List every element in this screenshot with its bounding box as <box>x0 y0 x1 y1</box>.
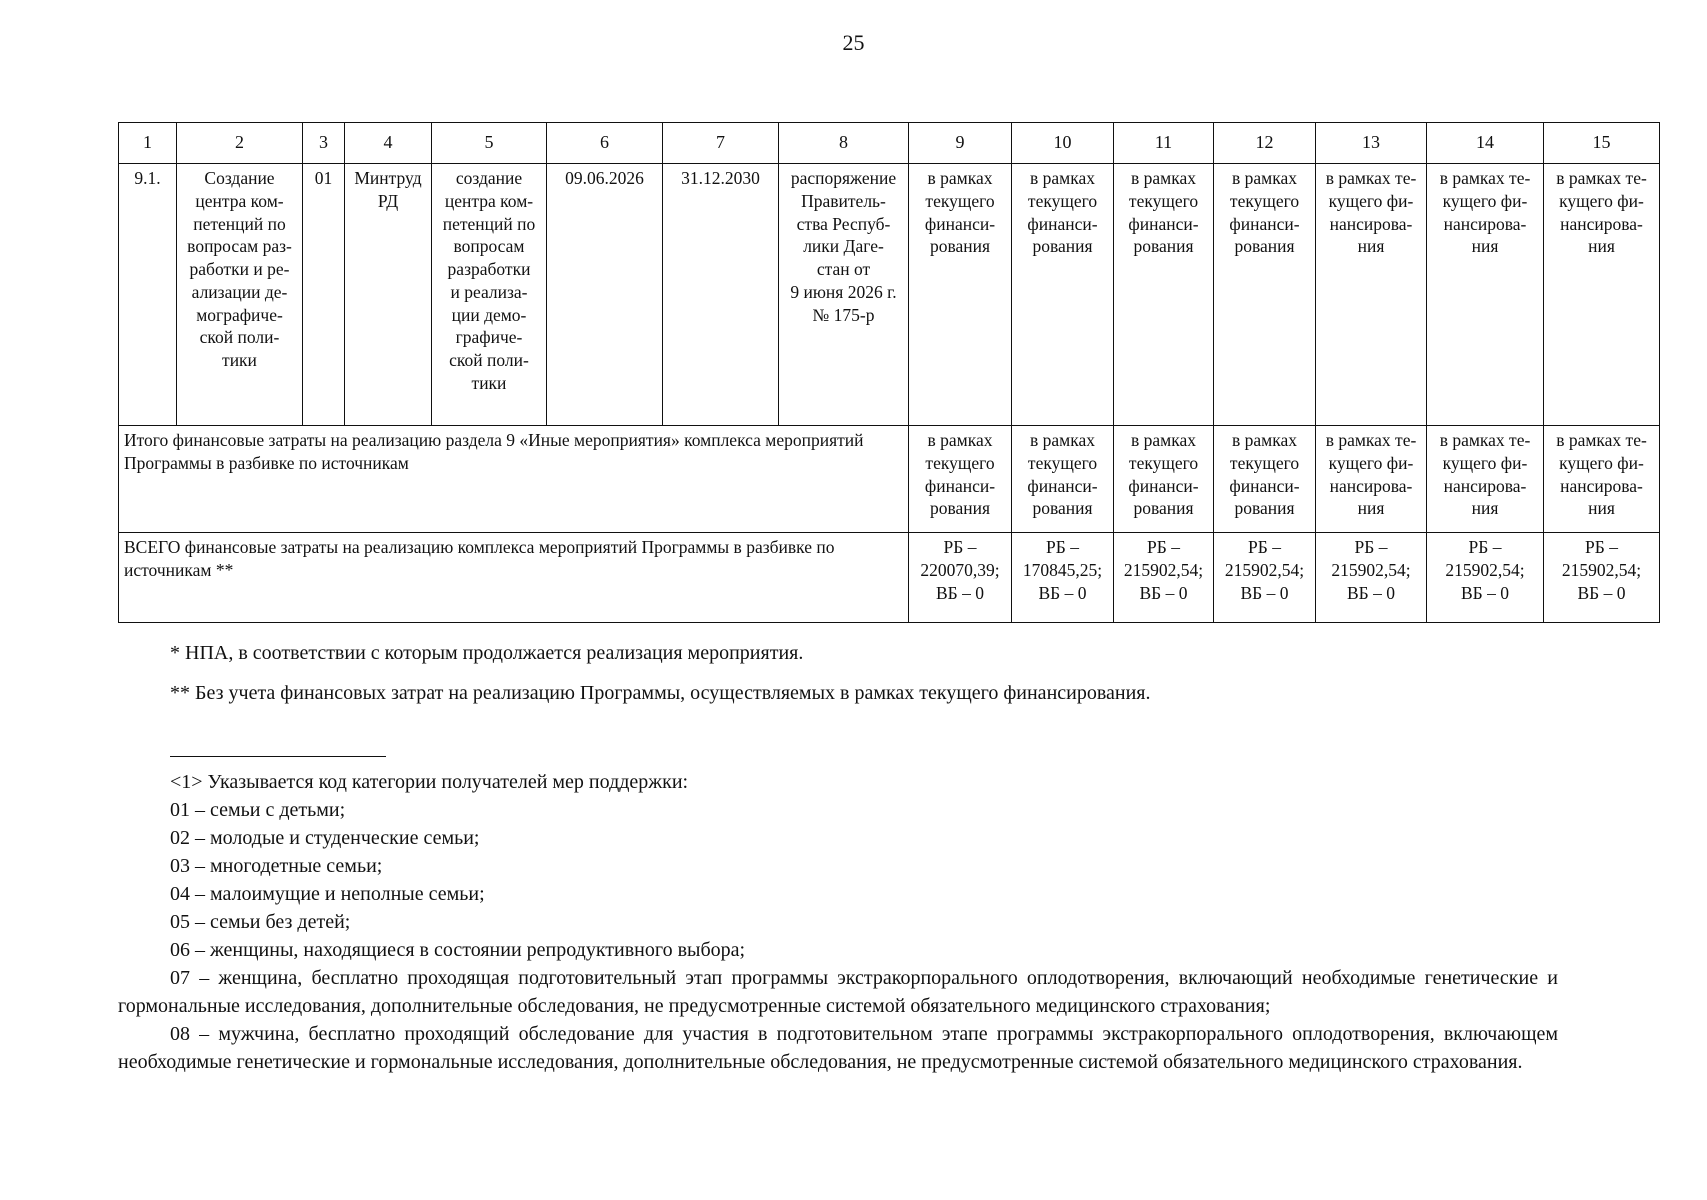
program-table <box>118 122 1660 623</box>
cell-funding-14: в рамках те- кущего фи- нансирова- ния <box>1427 164 1544 426</box>
footnote-star-1: * НПА, в соответствии с которым продолжается реализация мероприятия. <box>170 642 804 664</box>
header-col-10: 10 <box>1012 123 1114 164</box>
header-col-1: 1 <box>119 123 177 164</box>
footnotes <box>170 642 1151 722</box>
header-col-6: 6 <box>547 123 663 164</box>
vsego-value-9: РБ – 220070,39; ВБ – 0 <box>909 533 1012 623</box>
cell-funding-10: в рамках текущего финанси- рования <box>1012 164 1114 426</box>
code-item: 02 – молодые и студенческие семьи; <box>170 827 480 849</box>
page-number: 25 <box>842 30 865 55</box>
code-08: 08 – мужчина, бесплатно проходящий обследование для участия в подготовительном этапе программы экстракорпорального оплодотворения, включающем необходимые генетические и гормональные исследования, дополнительные обследования, не предусмотренные системой обязательного медицинского страхования. <box>118 1023 1558 1073</box>
header-col-12: 12 <box>1214 123 1316 164</box>
cell-code: 01 <box>303 164 345 426</box>
vsego-value-11: РБ – 215902,54; ВБ – 0 <box>1114 533 1214 623</box>
cell-name: Создание центра ком- петенций по вопросам раз- работки и ре- ализации де- мографиче- ской поли- тики <box>177 164 303 426</box>
cell-responsible: Минтруд РД <box>345 164 432 426</box>
table-row-9-1 <box>119 164 1660 426</box>
vsego-value-15: РБ – 215902,54; ВБ – 0 <box>1544 533 1660 623</box>
category-codes <box>118 768 1558 1076</box>
table-header-row <box>119 123 1660 164</box>
code-07: 07 – женщина, бесплатно проходящая подготовительный этап программы экстракорпорального оплодотворения, включающий необходимые генетические и гормональные исследования, дополнительные обследования, не предусмотренные системой обязательного медицинского страхования; <box>118 967 1558 1017</box>
vsego-value-13: РБ – 215902,54; ВБ – 0 <box>1316 533 1427 623</box>
cell-start-date: 09.06.2026 <box>547 164 663 426</box>
itogo-funding-10: в рамках текущего финанси- рования <box>1012 426 1114 533</box>
header-col-2: 2 <box>177 123 303 164</box>
cell-result: создание центра ком- петенций по вопросам разработки и реализа- ции демо- графиче- ской поли- тики <box>432 164 547 426</box>
header-col-14: 14 <box>1427 123 1544 164</box>
table-row-itogo <box>119 426 1660 533</box>
itogo-funding-13: в рамках те- кущего фи- нансирова- ния <box>1316 426 1427 533</box>
header-col-11: 11 <box>1114 123 1214 164</box>
header-col-5: 5 <box>432 123 547 164</box>
code-item: 06 – женщины, находящиеся в состоянии репродуктивного выбора; <box>170 939 746 961</box>
itogo-label: Итого финансовые затраты на реализацию раздела 9 «Иные мероприятия» комплекса мероприятий Программы в разбивке по источникам <box>119 426 909 533</box>
cell-number: 9.1. <box>119 164 177 426</box>
cell-funding-13: в рамках те- кущего фи- нансирова- ния <box>1316 164 1427 426</box>
cell-funding-12: в рамках текущего финанси- рования <box>1214 164 1316 426</box>
cell-funding-9: в рамках текущего финанси- рования <box>909 164 1012 426</box>
code-item: 01 – семьи с детьми; <box>170 799 346 821</box>
itogo-funding-15: в рамках те- кущего фи- нансирова- ния <box>1544 426 1660 533</box>
header-col-7: 7 <box>663 123 779 164</box>
cell-funding-11: в рамках текущего финанси- рования <box>1114 164 1214 426</box>
cell-end-date: 31.12.2030 <box>663 164 779 426</box>
itogo-funding-12: в рамках текущего финанси- рования <box>1214 426 1316 533</box>
code-item: 05 – семьи без детей; <box>170 911 351 933</box>
cell-funding-15: в рамках те- кущего фи- нансирова- ния <box>1544 164 1660 426</box>
vsego-label: ВСЕГО финансовые затраты на реализацию комплекса мероприятий Программы в разбивке по источникам ** <box>119 533 909 623</box>
header-col-3: 3 <box>303 123 345 164</box>
vsego-value-14: РБ – 215902,54; ВБ – 0 <box>1427 533 1544 623</box>
itogo-funding-14: в рамках те- кущего фи- нансирова- ния <box>1427 426 1544 533</box>
itogo-funding-11: в рамках текущего финанси- рования <box>1114 426 1214 533</box>
table-row-vsego <box>119 533 1660 623</box>
header-col-13: 13 <box>1316 123 1427 164</box>
vsego-value-12: РБ – 215902,54; ВБ – 0 <box>1214 533 1316 623</box>
header-col-15: 15 <box>1544 123 1660 164</box>
header-col-8: 8 <box>779 123 909 164</box>
header-col-4: 4 <box>345 123 432 164</box>
code-item: 03 – многодетные семьи; <box>170 855 383 877</box>
code-item: 04 – малоимущие и неполные семьи; <box>170 883 485 905</box>
footnote-separator <box>170 756 386 757</box>
footnote-star-2: ** Без учета финансовых затрат на реализацию Программы, осуществляемых в рамках текущего финансирования. <box>170 682 1151 704</box>
vsego-value-10: РБ – 170845,25; ВБ – 0 <box>1012 533 1114 623</box>
codes-intro: <1> Указывается код категории получателей мер поддержки: <box>170 771 689 793</box>
cell-npa: распоряжение Правитель- ства Респуб- лики Даге- стан от 9 июня 2026 г. № 175-р <box>779 164 909 426</box>
code-list <box>118 796 1558 964</box>
header-col-9: 9 <box>909 123 1012 164</box>
itogo-funding-9: в рамках текущего финанси- рования <box>909 426 1012 533</box>
